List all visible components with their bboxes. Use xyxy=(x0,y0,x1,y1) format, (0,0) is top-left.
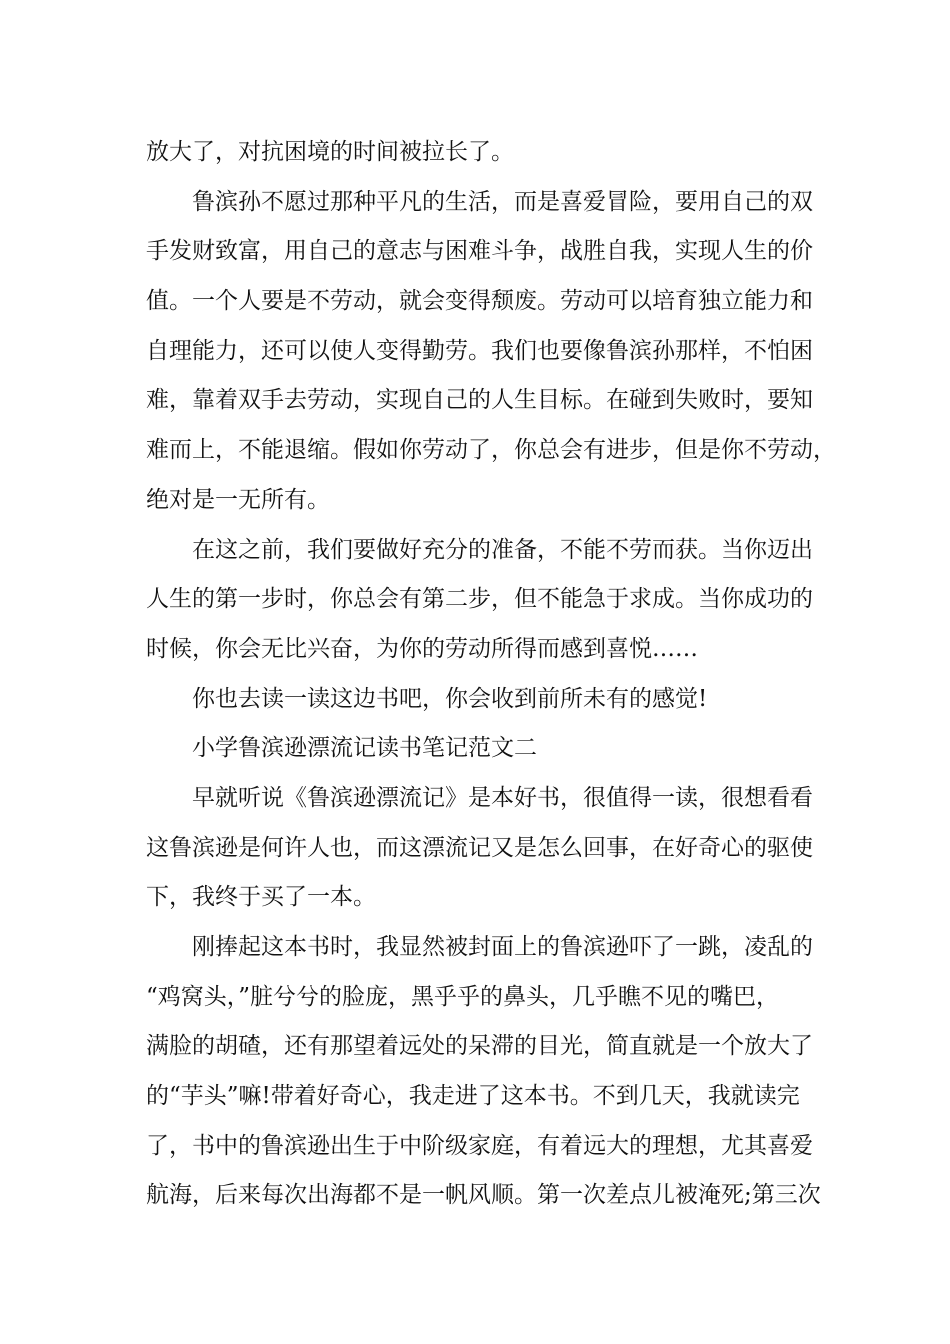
text-line: 满脸的胡碴，还有那望着远处的呆滞的目光，简直就是一个放大了 xyxy=(146,1033,813,1060)
text-line: 下，我终于买了一本。 xyxy=(146,884,376,911)
text-line: 早就听说《鲁滨逊漂流记》是本好书，很值得一读，很想看看 xyxy=(192,784,813,811)
text-line: 值。一个人要是不劳动，就会变得颓废。劳动可以培育独立能力和 xyxy=(146,288,813,315)
text-line: 手发财致富，用自己的意志与困难斗争，战胜自我，实现人生的价 xyxy=(146,238,813,265)
text-line: 这鲁滨逊是何许人也，而这漂流记又是怎么回事，在好奇心的驱使 xyxy=(146,834,813,861)
text-line: 在这之前，我们要做好充分的准备，不能不劳而获。当你迈出 xyxy=(192,536,813,563)
text-line: 鲁滨孙不愿过那种平凡的生活，而是喜爱冒险，要用自己的双 xyxy=(192,188,813,215)
text-line: 的“芋头”嘛!带着好奇心，我走进了这本书。不到几天，我就读完 xyxy=(146,1083,800,1110)
text-line: 小学鲁滨逊漂流记读书笔记范文二 xyxy=(192,735,537,762)
text-line: 人生的第一步时，你总会有第二步，但不能急于求成。当你成功的 xyxy=(146,586,813,613)
text-line: 时候，你会无比兴奋，为你的劳动所得而感到喜悦…… xyxy=(146,635,698,662)
text-line: 了，书中的鲁滨逊出生于中阶级家庭，有着远大的理想，尤其喜爱 xyxy=(146,1132,813,1159)
text-line: “鸡窝头，”脏兮兮的脸庞，黑乎乎的鼻头，几乎瞧不见的嘴巴， xyxy=(146,983,780,1010)
text-line: 自理能力，还可以使人变得勤劳。我们也要像鲁滨孙那样，不怕困 xyxy=(146,337,813,364)
text-line: 刚捧起这本书时，我显然被封面上的鲁滨逊吓了一跳，凌乱的 xyxy=(192,934,813,960)
text-line: 绝对是一无所有。 xyxy=(146,486,330,513)
text-line: 难，靠着双手去劳动，实现自己的人生目标。在碰到失败时，要知 xyxy=(146,387,813,414)
text-line: 难而上，不能退缩。假如你劳动了，你总会有进步，但是你不劳动， xyxy=(146,437,836,464)
text-line: 你也去读一读这边书吧，你会收到前所未有的感觉! xyxy=(192,685,708,712)
text-line: 航海，后来每次出海都不是一帆风顺。第一次差点儿被淹死;第三次 xyxy=(146,1182,821,1209)
text-line: 放大了，对抗困境的时间被拉长了。 xyxy=(146,139,514,165)
document-body xyxy=(146,128,836,1221)
